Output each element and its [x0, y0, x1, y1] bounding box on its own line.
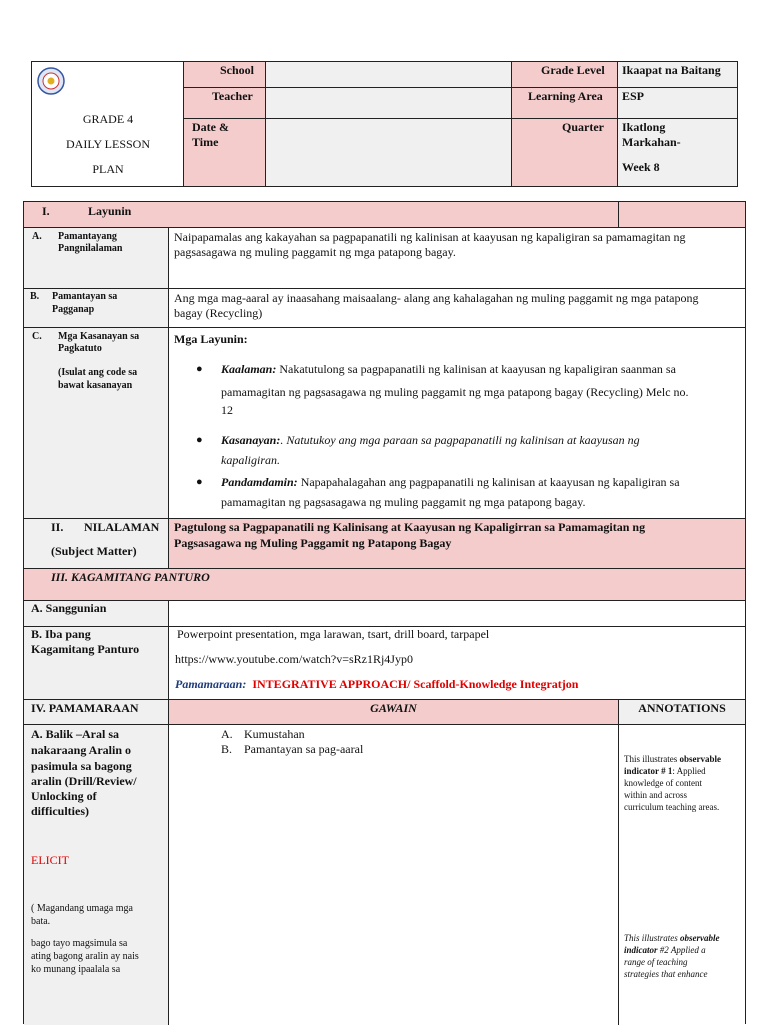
annotation-1-line-4: within and across [624, 790, 687, 800]
annotation-1-bold: observable [679, 754, 721, 764]
annotation-2-line-3: range of teaching [624, 957, 688, 967]
pandamdamin-line-1 [221, 475, 680, 490]
annotation-1-line-5: curriculum teaching areas. [624, 802, 720, 812]
kaalaman-line-1 [221, 362, 676, 377]
nilalaman-sub: (Subject Matter) [51, 544, 137, 558]
row-c-label-4: bawat kasanayan [58, 380, 133, 391]
iba-pang-label-2: Kagamitang Panturo [31, 642, 140, 656]
annotation-2-indicator: indicator [624, 945, 658, 955]
row-b-num: B. [30, 291, 40, 302]
intro-line-2: ating bagong aralin ay nais [31, 951, 139, 962]
grade-level-value: Ikaapat na Baitang [622, 63, 721, 77]
teacher-label: Teacher [212, 89, 253, 103]
annotations-title: ANNOTATIONS [638, 701, 726, 715]
youtube-link[interactable]: https://www.youtube.com/watch?v=sRz1Rj4Jyp0 [175, 652, 413, 666]
annotation-1-line-3: knowledge of content [624, 778, 702, 788]
pandamdamin-label: Pandamdamin: [221, 475, 298, 489]
pamamaraan-line [175, 677, 578, 692]
row-b-label-1: Pamantayan sa [52, 291, 118, 302]
layunin-title: Layunin [88, 204, 132, 218]
mga-layunin-heading: Mga Layunin: [174, 332, 248, 346]
row-a-label-1: Pamantayang [58, 231, 117, 242]
pamamaraan-value: INTEGRATIVE APPROACH/ Scaffold-Knowledge Integratjon [252, 677, 579, 691]
pamamaraan-label: Pamamaraan: [175, 677, 247, 691]
annotation-1-pre: This illustrates [624, 754, 680, 764]
intro-line-3: ko munang ipaalala sa [31, 964, 121, 975]
elicit-label: ELICIT [31, 853, 69, 867]
annotation-1-line-1 [624, 753, 744, 765]
row-c-num: C. [32, 331, 42, 342]
bullet-icon: ● [196, 434, 203, 446]
nilalaman-text-2: Pagsasagawa ng Muling Paggamit ng Patapong Bagay [174, 536, 452, 550]
learning-area-value: ESP [622, 89, 645, 103]
row-b-text-2: bagay (Recycling) [174, 306, 263, 320]
bullet-icon: ● [196, 363, 203, 375]
header-left-cell [32, 62, 184, 186]
sanggunian-field[interactable] [174, 603, 734, 623]
grade-level-label: Grade Level [541, 63, 605, 77]
pandamdamin-text-1: Napapahalagahan ang pagpapanatili ng kalinisan at kaayusan ng kapaligiran sa [300, 475, 680, 489]
teacher-field[interactable] [268, 89, 508, 115]
row-a-num: A. [32, 231, 42, 242]
item-b-text: Pamantayan sa pag-aaral [244, 742, 364, 756]
balik-aral-label-2: nakaraang Aralin o [31, 743, 132, 757]
annotation-2-line-2 [624, 944, 744, 956]
balik-aral-label-4: aralin (Drill/Review/ [31, 774, 137, 788]
annotation-2-bold: observable [680, 933, 720, 943]
kasanayan-line-1 [221, 433, 640, 448]
kaalaman-label: Kaalaman: [221, 362, 277, 376]
nilalaman-num: II. [51, 520, 64, 534]
deped-seal-icon [36, 66, 66, 96]
intro-line-1: bago tayo magsimula sa [31, 938, 128, 949]
greet-line-2: bata. [31, 916, 51, 927]
annotation-1-rest: : Applied [672, 766, 706, 776]
nilalaman-title: NILALAMAN [84, 520, 160, 534]
row-c-label-3: (Isulat ang code sa [58, 367, 138, 378]
row-c-label-1: Mga Kasanayan sa [58, 331, 140, 342]
balik-aral-label-6: difficulties) [31, 804, 89, 818]
annotation-2-rest: #2 Applied a [657, 945, 706, 955]
annotation-2-pre: This illustrates [624, 933, 681, 943]
kagamitan-title: III. KAGAMITANG PANTURO [51, 570, 210, 584]
item-b-num: B. [221, 742, 233, 756]
learning-area-label: Learning Area [528, 89, 603, 103]
quarter-label: Quarter [562, 120, 604, 134]
greet-line-1: ( Magandang umaga mga [31, 903, 133, 914]
header-table [31, 61, 738, 187]
kaalaman-line-2: pamamagitan ng pagsasagawa ng muling paggamit ng mga patapong bagay (Recycling) Melc no. [221, 385, 689, 399]
kaalaman-line-3: 12 [221, 403, 233, 417]
row-b-label-2: Pagganap [52, 304, 95, 315]
item-a-num: A. [221, 727, 233, 741]
kasanayan-text-1: . Natutukoy ang mga paraan sa pagpapanatili ng kalinisan at kaayusan ng [280, 433, 640, 447]
date-label-2: Time [192, 135, 219, 149]
row-a-text-2: pagsasagawa ng muling paggamit ng mga patapong bagay. [174, 245, 456, 259]
school-label: School [220, 63, 255, 77]
sanggunian-label: A. Sanggunian [31, 601, 107, 615]
gawain-title: GAWAIN [370, 701, 417, 715]
date-field[interactable] [268, 120, 508, 182]
annotation-2-line-4: strategies that enhance [624, 969, 708, 979]
pamamaraan-title: IV. PAMAMARAAN [31, 701, 139, 715]
quarter-value-3: Week 8 [622, 160, 660, 174]
bullet-icon: ● [196, 476, 203, 488]
layunin-num: I. [42, 204, 50, 218]
pandamdamin-line-2: pamamagitan ng pagsasagawa ng muling paggamit ng mga patapong bagay. [221, 495, 586, 509]
annotation-1-line-2 [624, 765, 744, 777]
row-a-label-2: Pangnilalaman [58, 243, 123, 254]
iba-pang-label-1: B. Iba pang [31, 627, 91, 641]
kasanayan-line-2: kapaligiran. [221, 453, 280, 467]
balik-aral-label-3: pasimula sa bagong [31, 759, 132, 773]
layunin-header-row [24, 202, 745, 227]
annotation-1 [624, 753, 744, 813]
row-b-text-1: Ang mga mag-aaral ay inaasahang maisaalang- alang ang kahalagahan ng muling paggamit ng mga patapong [174, 291, 699, 305]
dlp-line-2: PLAN [92, 162, 124, 176]
annotation-1-indicator: indicator # 1 [624, 766, 673, 776]
quarter-value-2: Markahan- [622, 135, 681, 149]
item-a-text: Kumustahan [244, 727, 305, 741]
balik-aral-label-1: A. Balik –Aral sa [31, 727, 120, 741]
kaalaman-text-1: Nakatutulong sa pagpapanatili ng kalinisan at kaayusan ng kapaligiran saanman sa [279, 362, 676, 376]
quarter-value-1: Ikatlong [622, 120, 666, 134]
school-field[interactable] [268, 63, 508, 85]
row-c-label-2: Pagkatuto [58, 343, 102, 354]
iba-pang-text: Powerpoint presentation, mga larawan, tsart, drill board, tarpapel [177, 627, 490, 641]
annotation-2 [624, 932, 744, 980]
main-table [23, 201, 746, 1024]
nilalaman-text-1: Pagtulong sa Pagpapanatili ng Kalinisang at Kaayusan ng Kapaligirran sa Pamamagitan ng [174, 520, 646, 534]
grade-label: GRADE 4 [82, 112, 134, 126]
date-label-1: Date & [192, 120, 229, 134]
annotation-2-line-1 [624, 932, 744, 944]
row-a-text-1: Naipapamalas ang kakayahan sa pagpapanatili ng kalinisan at kaayusan ng kapaligiran sa pamamagitan ng [174, 230, 686, 244]
balik-aral-label-5: Unlocking of [31, 789, 97, 803]
kasanayan-label: Kasanayan: [221, 433, 281, 447]
dlp-line-1: DAILY LESSON [65, 137, 151, 151]
